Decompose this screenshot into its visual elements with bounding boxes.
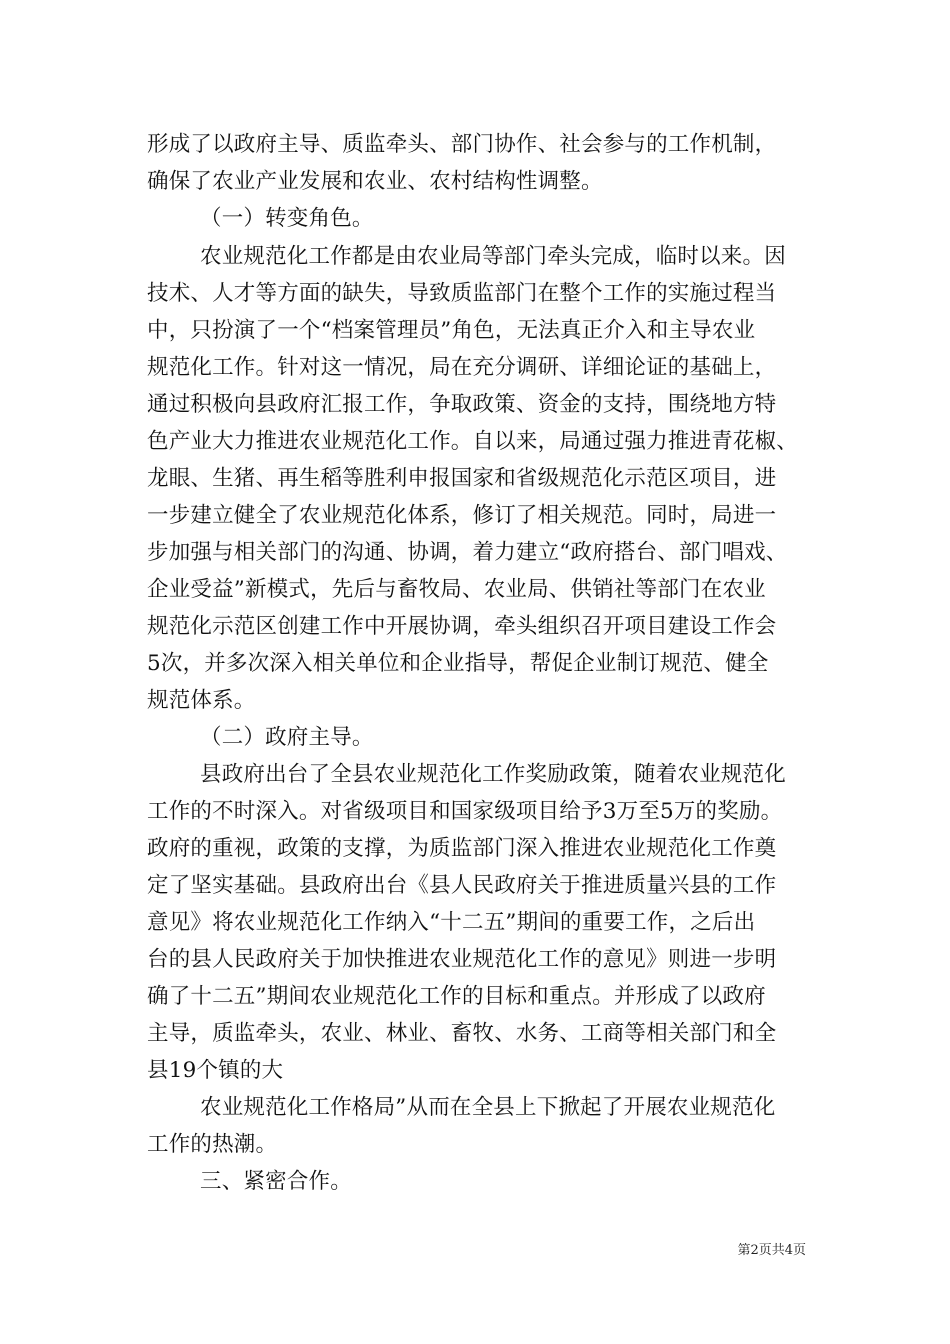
body-text-line: 主导，质监牵头，农业、林业、畜牧、水务、工商等相关部门和全: [147, 1021, 777, 1046]
body-text-line: 农业规范化工作都是由农业局等部门牵头完成，临时以来。因: [200, 244, 786, 269]
body-text-line: 规范化工作。针对这一情况，局在充分调研、详细论证的基础上，: [147, 355, 777, 380]
body-text-line: 确保了农业产业发展和农业、农村结构性调整。: [147, 169, 603, 194]
body-text-line: 一步建立健全了农业规范化体系，修订了相关规范。同时，局进一: [147, 503, 777, 528]
body-text-line: 中，只扮演了一个“档案管理员”角色，无法真正介入和主导农业: [147, 318, 756, 343]
body-text-line: 色产业大力推进农业规范化工作。自以来，局通过强力推进青花椒、: [147, 429, 799, 454]
body-text-line: 定了坚实基础。县政府出台《县人民政府关于推进质量兴县的工作: [147, 873, 777, 898]
body-text-line: 工作的不时深入。对省级项目和国家级项目给予3万至5万的奖励。: [147, 799, 783, 824]
section-heading: （一）转变角色。: [200, 206, 374, 231]
body-text-line: 规范化示范区创建工作中开展协调，牵头组织召开项目建设工作会: [147, 614, 777, 639]
body-text-line: 工作的热潮。: [147, 1132, 278, 1157]
body-text-line: 县政府出台了全县农业规范化工作奖励政策，随着农业规范化: [200, 762, 786, 787]
body-text-line: 规范体系。: [147, 688, 256, 713]
body-text-line: 步加强与相关部门的沟通、协调，着力建立“政府搭台、部门唱戏、: [147, 540, 788, 565]
body-text-line: 技术、人才等方面的缺失，导致质监部门在整个工作的实施过程当: [147, 281, 777, 306]
body-text-line: 通过积极向县政府汇报工作，争取政策、资金的支持，围绕地方特: [147, 392, 777, 417]
body-text-line: 企业受益”新模式，先后与畜牧局、农业局、供销社等部门在农业: [147, 577, 766, 602]
body-text-line: 5次，并多次深入相关单位和企业指导，帮促企业制订规范、健全: [147, 651, 769, 676]
page-number: 第2页共4页: [737, 1243, 806, 1258]
body-text-line: 县19个镇的大: [147, 1058, 284, 1083]
body-text-line: 形成了以政府主导、质监牵头、部门协作、社会参与的工作机制，: [147, 132, 777, 157]
section-heading: （二）政府主导。: [200, 725, 374, 750]
body-text-line: 确了十二五”期间农业规范化工作的目标和重点。并形成了以政府: [147, 984, 766, 1009]
section-heading: 三、紧密合作。: [200, 1169, 352, 1194]
body-text-line: 意见》将农业规范化工作纳入“十二五”期间的重要工作，之后出: [147, 910, 756, 935]
body-text-line: 龙眼、生猪、再生稻等胜利申报国家和省级规范化示范区项目，进: [147, 466, 777, 491]
body-text-line: 政府的重视，政策的支撑，为质监部门深入推进农业规范化工作奠: [147, 836, 777, 861]
body-text-line: 农业规范化工作格局”从而在全县上下掀起了开展农业规范化: [200, 1095, 776, 1120]
body-text-line: 台的县人民政府关于加快推进农业规范化工作的意见》则进一步明: [147, 947, 777, 972]
